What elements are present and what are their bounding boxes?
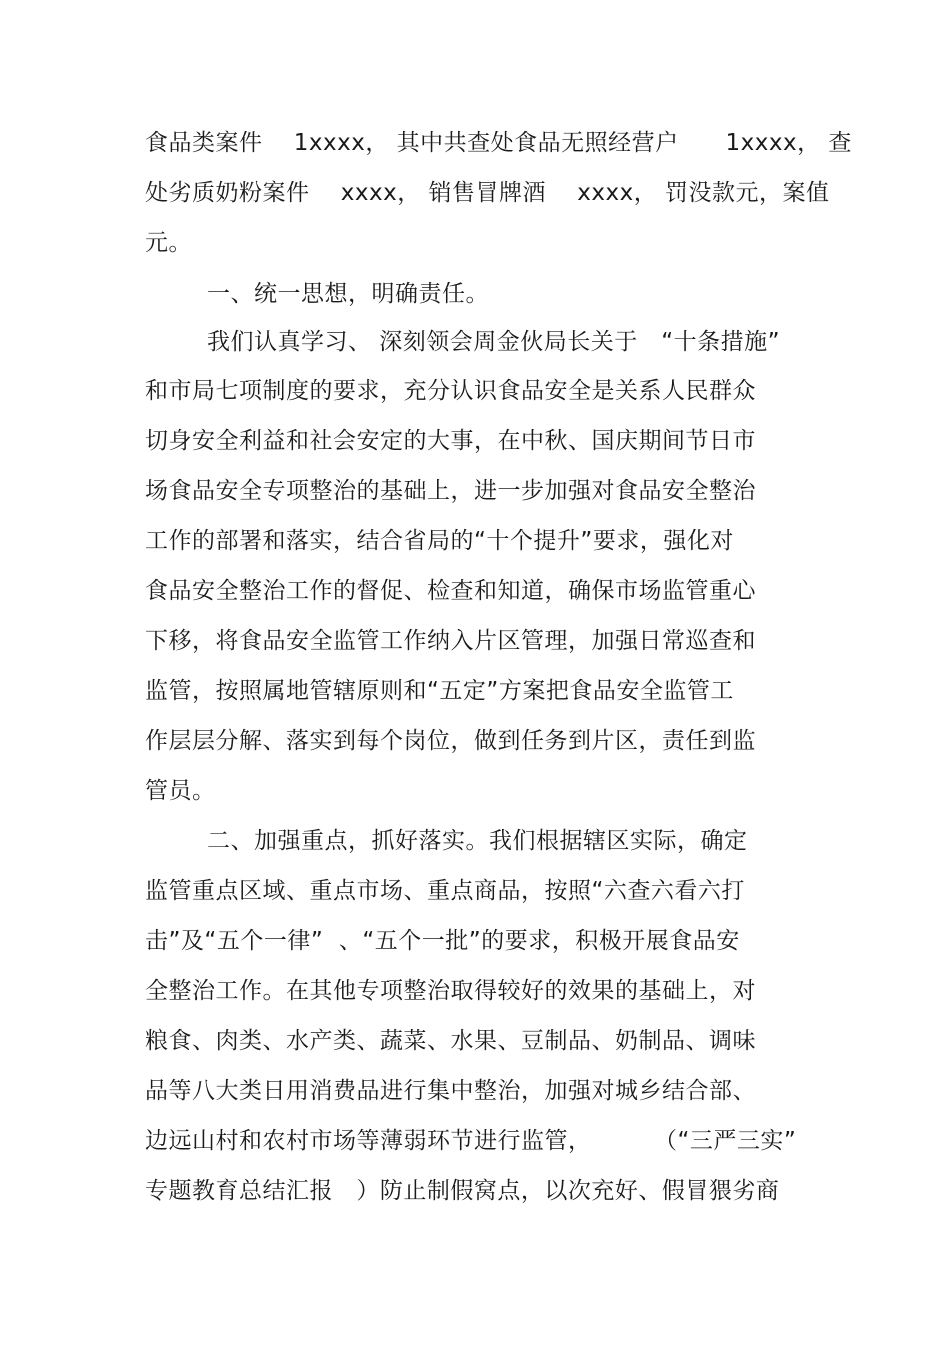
text-line: 击”及“五个一律” 、“五个一批”的要求，积极开展食品安 xyxy=(145,928,740,954)
text-line: 我们认真学习、 深刻领会周金伙局长关于 “十条措施” xyxy=(207,329,781,355)
text-line: 作层层分解、落实到每个岗位，做到任务到片区，责任到监 xyxy=(145,728,756,754)
text-line: 品等八大类日用消费品进行集中整治，加强对城乡结合部、 xyxy=(145,1078,756,1104)
section-heading-2: 二、加强重点，抓好落实。我们根据辖区实际，确定 xyxy=(207,828,748,854)
text-line: 工作的部署和落实，结合省局的“十个提升”要求，强化对 xyxy=(145,528,734,554)
text-line: 处劣质奶粉案件 xxxx， 销售冒牌酒 xxxx， 罚没款元，案值 xyxy=(145,180,830,206)
text-line: 全整治工作。在其他专项整治取得较好的效果的基础上，对 xyxy=(145,978,756,1004)
text-line: 切身安全利益和社会安定的大事，在中秋、国庆期间节日市 xyxy=(145,428,756,454)
text-line: 食品类案件 1xxxx， 其中共查处食品无照经营户 1xxxx， 查 xyxy=(145,130,852,156)
text-line: 场食品安全专项整治的基础上，进一步加强对食品安全整治 xyxy=(145,478,756,504)
text-line: 粮食、肉类、水产类、蔬菜、水果、豆制品、奶制品、调味 xyxy=(145,1028,756,1054)
text-line: 下移，将食品安全监管工作纳入片区管理，加强日常巡查和 xyxy=(145,628,756,654)
text-line: 专题教育总结汇报 ）防止制假窝点，以次充好、假冒猥劣商 xyxy=(145,1178,780,1204)
text-line: 监管重点区域、重点市场、重点商品，按照“六查六看六打 xyxy=(145,878,745,904)
text-line: 和市局七项制度的要求，充分认识食品安全是关系人民群众 xyxy=(145,378,756,404)
text-line: 管员。 xyxy=(145,778,216,804)
section-heading-1: 一、统一思想，明确责任。 xyxy=(207,281,489,307)
text-line: 边远山村和农村市场等薄弱环节进行监管， （“三严三实” xyxy=(145,1128,797,1154)
text-line: 监管，按照属地管辖原则和“五定”方案把食品安全监管工 xyxy=(145,678,734,704)
text-line: 食品安全整治工作的督促、检查和知道，确保市场监管重心 xyxy=(145,578,756,604)
text-line: 元。 xyxy=(145,230,192,256)
